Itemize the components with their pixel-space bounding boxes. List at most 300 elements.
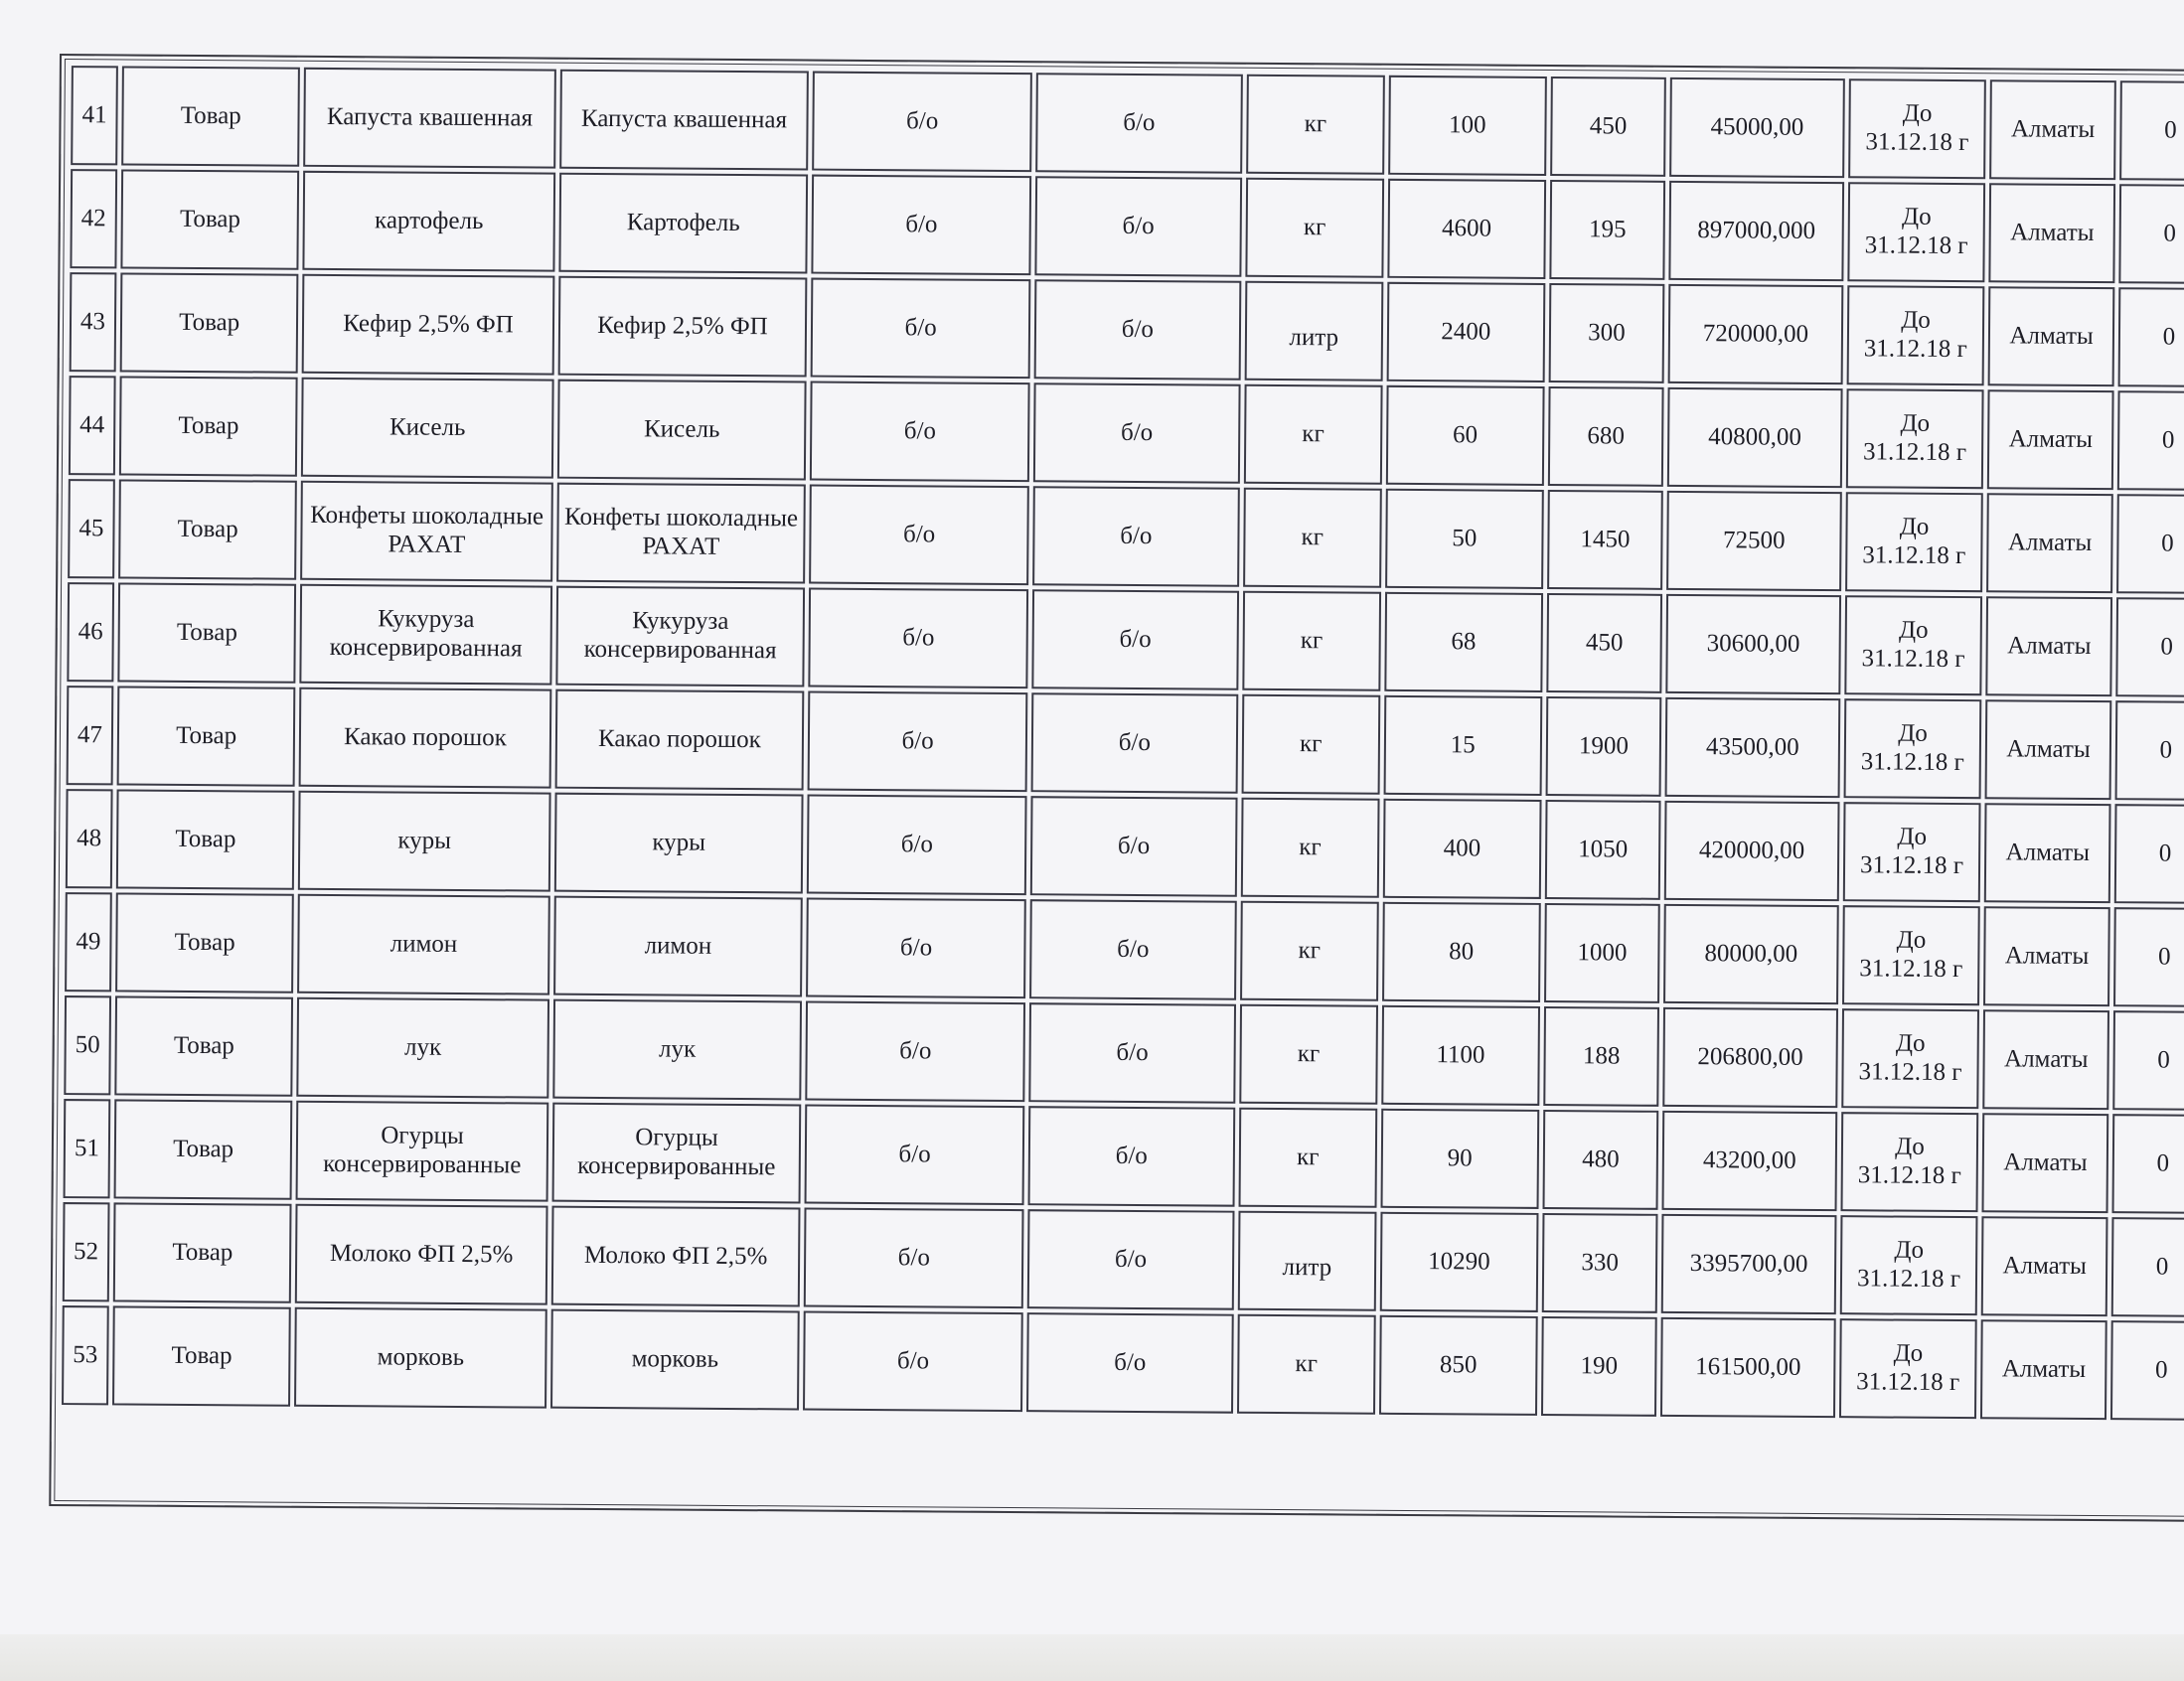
delivery-place-cell bbox=[1989, 183, 2115, 283]
item-name-cell bbox=[302, 274, 554, 376]
delivery-term-cell bbox=[1839, 1215, 1977, 1315]
row-number-cell bbox=[70, 169, 117, 268]
characteristic-1-cell bbox=[809, 588, 1028, 689]
delivery-term-prefix: До bbox=[1900, 409, 1931, 438]
delivery-place: Алматы bbox=[2006, 735, 2091, 763]
delivery-term-date: 31.12.18 г bbox=[1863, 335, 1967, 364]
delivery-place: Алматы bbox=[2005, 839, 2091, 866]
item-name-cell bbox=[299, 688, 551, 789]
delivery-term-date: 31.12.18 г bbox=[1859, 851, 1964, 880]
delivery-place-cell bbox=[1988, 286, 2114, 386]
item-type: Товар bbox=[179, 205, 241, 232]
unit-price-cell bbox=[1545, 696, 1661, 797]
quantity: 1100 bbox=[1436, 1040, 1485, 1069]
delivery-place: Алматы bbox=[2009, 322, 2094, 350]
delivery-place: Алматы bbox=[2004, 942, 2090, 970]
table-row bbox=[69, 376, 2184, 491]
total-sum-cell bbox=[1662, 1111, 1837, 1211]
item-description: Капуста квашенная bbox=[580, 104, 788, 133]
item-type-cell bbox=[113, 1099, 292, 1199]
advance-percent: 0 bbox=[2159, 736, 2173, 764]
delivery-place: Алматы bbox=[2010, 115, 2096, 143]
unit-price: 188 bbox=[1582, 1041, 1621, 1070]
item-description-cell bbox=[557, 276, 808, 378]
characteristic-2: б/о bbox=[1114, 1348, 1147, 1376]
item-description: лимон bbox=[644, 931, 712, 960]
item-type: Товар bbox=[173, 1031, 234, 1059]
delivery-term-date: 31.12.18 г bbox=[1857, 1161, 1961, 1190]
quantity-cell bbox=[1384, 592, 1543, 692]
quantity-cell bbox=[1385, 489, 1544, 589]
item-name: Кисель bbox=[389, 413, 466, 441]
item-type-cell bbox=[120, 169, 299, 269]
delivery-term-date: 31.12.18 г bbox=[1859, 955, 1963, 984]
unit-of-measure-cell bbox=[1242, 591, 1380, 691]
total-sum-cell bbox=[1667, 387, 1842, 488]
quantity: 4600 bbox=[1441, 214, 1492, 242]
advance-percent-cell bbox=[2114, 804, 2184, 904]
item-description-cell bbox=[553, 793, 804, 894]
item-type: Товар bbox=[174, 928, 235, 956]
item-type: Товар bbox=[177, 515, 238, 542]
unit-of-measure: кг bbox=[1296, 1143, 1320, 1170]
total-sum-cell bbox=[1668, 284, 1843, 384]
total-sum: 45000,00 bbox=[1710, 112, 1804, 141]
characteristic-1-cell bbox=[812, 175, 1031, 276]
item-name-cell bbox=[300, 584, 552, 686]
total-sum-cell bbox=[1662, 1007, 1837, 1108]
advance-percent-cell bbox=[2115, 597, 2184, 697]
unit-of-measure: кг bbox=[1299, 833, 1322, 860]
quantity: 90 bbox=[1447, 1144, 1473, 1172]
delivery-term-date: 31.12.18 г bbox=[1856, 1368, 1960, 1397]
item-type-cell bbox=[112, 1305, 291, 1406]
table-row bbox=[65, 892, 2184, 1007]
characteristic-1: б/о bbox=[899, 1036, 932, 1065]
characteristic-1-cell bbox=[805, 1105, 1024, 1206]
total-sum: 80000,00 bbox=[1704, 939, 1798, 968]
characteristic-1: б/о bbox=[905, 210, 938, 238]
delivery-term-cell bbox=[1844, 595, 1982, 695]
item-description-cell bbox=[556, 483, 807, 584]
table-row bbox=[70, 169, 2184, 284]
item-name: морковь bbox=[377, 1343, 465, 1371]
item-name-cell bbox=[301, 378, 553, 479]
characteristic-2: б/о bbox=[1123, 108, 1156, 136]
characteristic-1-cell bbox=[804, 1208, 1023, 1309]
characteristic-2-cell bbox=[1034, 176, 1242, 277]
total-sum-cell bbox=[1663, 904, 1838, 1004]
table-row bbox=[68, 479, 2184, 594]
delivery-place-cell bbox=[1982, 1113, 2108, 1213]
item-type-cell bbox=[113, 1202, 292, 1302]
total-sum: 3395700,00 bbox=[1689, 1249, 1808, 1278]
row-number: 41 bbox=[81, 100, 107, 128]
total-sum-cell bbox=[1666, 491, 1841, 591]
total-sum-cell bbox=[1664, 801, 1839, 901]
advance-percent-cell bbox=[2110, 1320, 2184, 1421]
item-name-cell bbox=[304, 68, 556, 169]
unit-price-cell bbox=[1549, 180, 1665, 280]
delivery-term-cell bbox=[1842, 905, 1980, 1005]
advance-percent: 0 bbox=[2154, 1356, 2168, 1384]
row-number: 44 bbox=[79, 410, 105, 438]
delivery-term-prefix: До bbox=[1899, 513, 1930, 541]
characteristic-1: б/о bbox=[899, 933, 933, 962]
characteristic-2: б/о bbox=[1120, 418, 1154, 446]
item-type-cell bbox=[117, 686, 296, 786]
quantity-cell bbox=[1379, 1212, 1538, 1312]
characteristic-2: б/о bbox=[1116, 1038, 1149, 1066]
unit-of-measure-cell bbox=[1240, 901, 1378, 1001]
delivery-place-cell bbox=[1980, 1319, 2106, 1420]
characteristic-2: б/о bbox=[1114, 1245, 1148, 1273]
unit-price: 1900 bbox=[1578, 731, 1630, 760]
delivery-term-cell bbox=[1840, 1112, 1978, 1212]
unit-price: 300 bbox=[1588, 318, 1626, 347]
delivery-term-date: 31.12.18 г bbox=[1861, 645, 1965, 674]
item-type: Товар bbox=[175, 825, 236, 852]
characteristic-2: б/о bbox=[1119, 625, 1152, 653]
table-row bbox=[64, 995, 2184, 1111]
unit-price-cell bbox=[1542, 1110, 1658, 1210]
advance-percent-cell bbox=[2114, 700, 2184, 801]
unit-price: 480 bbox=[1582, 1145, 1620, 1173]
characteristic-2-cell bbox=[1035, 73, 1243, 174]
item-description-cell bbox=[553, 896, 804, 997]
unit-of-measure: кг bbox=[1299, 729, 1323, 757]
unit-price-cell bbox=[1544, 903, 1660, 1003]
characteristic-2: б/о bbox=[1122, 212, 1155, 239]
item-name: картофель bbox=[375, 206, 484, 234]
delivery-place: Алматы bbox=[2007, 632, 2092, 660]
advance-percent-cell bbox=[2116, 494, 2184, 594]
unit-price: 1050 bbox=[1578, 835, 1629, 863]
item-description: Кефир 2,5% ФП bbox=[597, 311, 768, 340]
item-type-cell bbox=[121, 66, 300, 166]
quantity-cell bbox=[1379, 1315, 1538, 1416]
row-number: 50 bbox=[75, 1030, 100, 1058]
quantity-cell bbox=[1380, 1109, 1539, 1209]
unit-price-cell bbox=[1547, 490, 1663, 590]
advance-percent: 0 bbox=[2157, 943, 2171, 971]
row-number-cell bbox=[62, 1305, 109, 1405]
item-name-cell bbox=[298, 894, 550, 995]
item-description-cell bbox=[554, 689, 805, 791]
advance-percent-cell bbox=[2111, 1217, 2184, 1317]
delivery-place-cell bbox=[1986, 493, 2112, 593]
delivery-place-cell bbox=[1984, 803, 2110, 903]
delivery-place-cell bbox=[1986, 596, 2112, 696]
item-description: Молоко ФП 2,5% bbox=[583, 1241, 768, 1270]
item-description-cell bbox=[552, 999, 803, 1101]
item-description: Конфеты шоколадные РАХАТ bbox=[564, 503, 799, 560]
characteristic-1-cell bbox=[803, 1311, 1022, 1413]
advance-percent: 0 bbox=[2157, 1046, 2170, 1074]
item-name: Кефир 2,5% ФП bbox=[343, 309, 514, 338]
unit-price: 680 bbox=[1587, 421, 1626, 450]
unit-price: 190 bbox=[1580, 1351, 1619, 1380]
item-name: Кукуруза консервированная bbox=[329, 605, 523, 663]
delivery-term-date: 31.12.18 г bbox=[1865, 128, 1969, 157]
row-number: 47 bbox=[77, 720, 103, 748]
characteristic-1: б/о bbox=[897, 1243, 930, 1272]
unit-price-cell bbox=[1542, 1213, 1658, 1313]
quantity: 60 bbox=[1452, 420, 1479, 449]
unit-price: 450 bbox=[1585, 628, 1624, 657]
delivery-term-cell bbox=[1847, 182, 1985, 282]
total-sum: 72500 bbox=[1722, 526, 1786, 554]
delivery-term-cell bbox=[1841, 1008, 1979, 1109]
scan-margin bbox=[0, 1634, 2184, 1681]
advance-percent-cell bbox=[2111, 1114, 2184, 1214]
unit-price-cell bbox=[1545, 800, 1661, 900]
characteristic-1: б/о bbox=[896, 1346, 930, 1375]
unit-of-measure: кг bbox=[1300, 626, 1324, 654]
unit-price-cell bbox=[1548, 386, 1664, 487]
delivery-place-cell bbox=[1985, 699, 2111, 800]
delivery-term-prefix: До bbox=[1893, 1339, 1924, 1368]
unit-price-cell bbox=[1541, 1316, 1657, 1417]
advance-percent-cell bbox=[2118, 184, 2184, 284]
advance-percent: 0 bbox=[2163, 220, 2177, 247]
row-number-cell bbox=[69, 376, 116, 475]
advance-percent-cell bbox=[2113, 907, 2184, 1007]
total-sum-cell bbox=[1665, 594, 1840, 694]
total-sum-cell bbox=[1665, 697, 1840, 798]
item-type-cell bbox=[116, 789, 295, 889]
table-row bbox=[63, 1202, 2184, 1317]
unit-of-measure: кг bbox=[1303, 213, 1326, 240]
quantity-cell bbox=[1383, 695, 1542, 796]
delivery-place: Алматы bbox=[2003, 1044, 2089, 1073]
quantity-cell bbox=[1387, 179, 1546, 279]
row-number-cell bbox=[70, 272, 117, 372]
delivery-place: Алматы bbox=[2003, 1147, 2088, 1176]
total-sum: 43500,00 bbox=[1705, 732, 1799, 761]
item-name-cell bbox=[298, 791, 550, 892]
unit-price-cell bbox=[1550, 76, 1666, 177]
delivery-term-prefix: До bbox=[1898, 719, 1928, 748]
advance-percent-cell bbox=[2117, 287, 2184, 387]
delivery-place: Алматы bbox=[2010, 219, 2095, 246]
unit-of-measure: кг bbox=[1302, 419, 1325, 447]
delivery-place-cell bbox=[1987, 389, 2113, 490]
delivery-term-prefix: До bbox=[1894, 1236, 1925, 1265]
procurement-table bbox=[58, 62, 2184, 1425]
item-description: Какао порошок bbox=[597, 724, 761, 753]
quantity-cell bbox=[1383, 799, 1542, 899]
characteristic-1: б/о bbox=[902, 520, 936, 548]
row-number-cell bbox=[71, 66, 118, 165]
item-description-cell bbox=[555, 586, 806, 688]
unit-of-measure: кг bbox=[1297, 1039, 1321, 1067]
characteristic-2: б/о bbox=[1117, 832, 1151, 859]
characteristic-1-cell bbox=[807, 795, 1026, 896]
quantity: 2400 bbox=[1441, 317, 1491, 346]
item-type: Товар bbox=[176, 721, 237, 749]
item-name: Огурцы консервированные bbox=[323, 1122, 522, 1179]
item-type-cell bbox=[120, 272, 299, 373]
item-type: Товар bbox=[171, 1341, 233, 1369]
row-number: 52 bbox=[74, 1237, 99, 1265]
characteristic-2-cell bbox=[1031, 589, 1239, 690]
item-name: Капуста квашенная bbox=[326, 102, 534, 132]
item-name-cell bbox=[297, 997, 549, 1099]
delivery-term-cell bbox=[1843, 698, 1981, 799]
unit-of-measure-cell bbox=[1238, 1211, 1376, 1311]
item-type-cell bbox=[115, 892, 294, 993]
item-description: Кукуруза консервированная bbox=[583, 607, 777, 665]
unit-of-measure: кг bbox=[1304, 109, 1327, 137]
advance-percent-cell bbox=[2117, 390, 2184, 491]
unit-of-measure-cell bbox=[1243, 488, 1381, 588]
characteristic-2: б/о bbox=[1115, 1142, 1148, 1169]
item-description-cell bbox=[550, 1309, 801, 1411]
quantity: 100 bbox=[1448, 110, 1486, 139]
total-sum: 420000,00 bbox=[1698, 836, 1805, 864]
item-type: Товар bbox=[173, 1135, 234, 1162]
row-number: 42 bbox=[80, 204, 106, 231]
delivery-term-prefix: До bbox=[1902, 99, 1933, 128]
total-sum: 30600,00 bbox=[1706, 629, 1800, 658]
advance-percent: 0 bbox=[2164, 116, 2177, 144]
delivery-place: Алматы bbox=[2002, 1251, 2088, 1280]
delivery-term-prefix: До bbox=[1895, 1133, 1925, 1161]
characteristic-2: б/о bbox=[1117, 935, 1150, 963]
row-number: 53 bbox=[73, 1340, 98, 1368]
delivery-term-cell bbox=[1839, 1318, 1977, 1419]
delivery-term-prefix: До bbox=[1897, 823, 1928, 851]
characteristic-2-cell bbox=[1029, 899, 1237, 1000]
row-number-cell bbox=[65, 892, 112, 992]
advance-percent: 0 bbox=[2155, 1253, 2169, 1281]
unit-of-measure-cell bbox=[1238, 1108, 1376, 1208]
characteristic-1-cell bbox=[810, 485, 1029, 586]
item-type-cell bbox=[118, 479, 297, 579]
delivery-term-date: 31.12.18 г bbox=[1864, 231, 1968, 260]
unit-of-measure: кг bbox=[1298, 936, 1322, 964]
delivery-term-prefix: До bbox=[1901, 203, 1932, 231]
unit-of-measure-cell bbox=[1245, 281, 1383, 382]
quantity-cell bbox=[1386, 282, 1545, 382]
item-type-cell bbox=[119, 376, 298, 476]
characteristic-2-cell bbox=[1026, 1312, 1234, 1414]
item-description-cell bbox=[558, 173, 809, 274]
delivery-term-date: 31.12.18 г bbox=[1860, 748, 1964, 777]
row-number: 46 bbox=[78, 617, 103, 645]
characteristic-2-cell bbox=[1033, 382, 1241, 484]
unit-of-measure-cell bbox=[1237, 1314, 1375, 1415]
unit-of-measure: кг bbox=[1295, 1349, 1318, 1377]
delivery-term-cell bbox=[1842, 802, 1980, 902]
delivery-term-prefix: До bbox=[1898, 616, 1929, 645]
item-name: Молоко ФП 2,5% bbox=[329, 1239, 514, 1269]
characteristic-2-cell bbox=[1032, 486, 1240, 587]
unit-of-measure: кг bbox=[1301, 523, 1325, 550]
delivery-place-cell bbox=[1983, 906, 2109, 1006]
quantity: 850 bbox=[1439, 1350, 1478, 1379]
item-type: Товар bbox=[178, 411, 239, 439]
unit-price: 330 bbox=[1581, 1248, 1619, 1277]
quantity-cell bbox=[1388, 76, 1547, 176]
unit-of-measure: литр bbox=[1282, 1253, 1332, 1282]
quantity: 10290 bbox=[1428, 1247, 1490, 1276]
unit-of-measure-cell bbox=[1244, 384, 1382, 485]
characteristic-1: б/о bbox=[901, 726, 934, 755]
advance-percent-cell bbox=[2112, 1010, 2184, 1111]
characteristic-2: б/о bbox=[1118, 728, 1152, 756]
unit-price: 450 bbox=[1589, 111, 1628, 140]
item-name-cell bbox=[303, 171, 555, 272]
characteristic-2-cell bbox=[1030, 796, 1238, 897]
table-row bbox=[64, 1099, 2184, 1214]
delivery-term-cell bbox=[1845, 492, 1983, 592]
unit-price-cell bbox=[1543, 1006, 1659, 1107]
total-sum-cell bbox=[1661, 1214, 1836, 1314]
total-sum-cell bbox=[1669, 77, 1844, 178]
quantity: 400 bbox=[1443, 834, 1482, 862]
item-description: морковь bbox=[631, 1344, 719, 1373]
delivery-term-cell bbox=[1845, 388, 1983, 489]
unit-of-measure-cell bbox=[1242, 694, 1380, 795]
quantity-cell bbox=[1381, 1005, 1540, 1106]
characteristic-1-cell bbox=[806, 1001, 1025, 1103]
delivery-term-date: 31.12.18 г bbox=[1862, 541, 1966, 570]
characteristic-2-cell bbox=[1030, 692, 1238, 794]
item-name: Конфеты шоколадные РАХАТ bbox=[310, 502, 545, 559]
quantity: 80 bbox=[1449, 937, 1475, 966]
delivery-term-prefix: До bbox=[1901, 306, 1931, 335]
row-number-cell bbox=[68, 479, 115, 578]
item-type-cell bbox=[114, 995, 293, 1096]
row-number: 48 bbox=[77, 824, 102, 851]
characteristic-1: б/о bbox=[902, 623, 935, 652]
item-description-cell bbox=[559, 70, 810, 171]
delivery-place-cell bbox=[1981, 1216, 2107, 1316]
delivery-term-date: 31.12.18 г bbox=[1856, 1265, 1961, 1294]
characteristic-1: б/о bbox=[900, 830, 934, 858]
unit-of-measure: литр bbox=[1289, 323, 1339, 352]
item-description: Огурцы консервированные bbox=[577, 1124, 776, 1181]
unit-of-measure-cell bbox=[1245, 178, 1383, 278]
delivery-place: Алматы bbox=[2001, 1354, 2087, 1383]
table-row bbox=[71, 66, 2184, 181]
delivery-term-date: 31.12.18 г bbox=[1858, 1058, 1962, 1087]
item-name-cell bbox=[295, 1307, 547, 1409]
item-description: Картофель bbox=[626, 208, 740, 236]
item-name: лимон bbox=[390, 930, 458, 958]
advance-percent: 0 bbox=[2156, 1149, 2170, 1177]
characteristic-1: б/о bbox=[905, 106, 939, 135]
item-description-cell bbox=[551, 1103, 802, 1204]
row-number-cell bbox=[64, 1099, 111, 1198]
item-name-cell bbox=[301, 481, 553, 582]
characteristic-2-cell bbox=[1027, 1209, 1235, 1310]
row-number: 43 bbox=[79, 307, 106, 335]
characteristic-2-cell bbox=[1027, 1106, 1235, 1207]
characteristic-1: б/о bbox=[898, 1140, 931, 1168]
characteristic-2-cell bbox=[1033, 279, 1241, 381]
total-sum-cell bbox=[1669, 181, 1844, 281]
total-sum: 206800,00 bbox=[1697, 1042, 1803, 1071]
item-description: лук bbox=[658, 1035, 697, 1063]
quantity: 50 bbox=[1452, 524, 1478, 552]
delivery-place-cell bbox=[1990, 79, 2116, 180]
characteristic-1: б/о bbox=[904, 313, 937, 342]
unit-price-cell bbox=[1546, 593, 1662, 693]
total-sum: 40800,00 bbox=[1708, 422, 1802, 451]
